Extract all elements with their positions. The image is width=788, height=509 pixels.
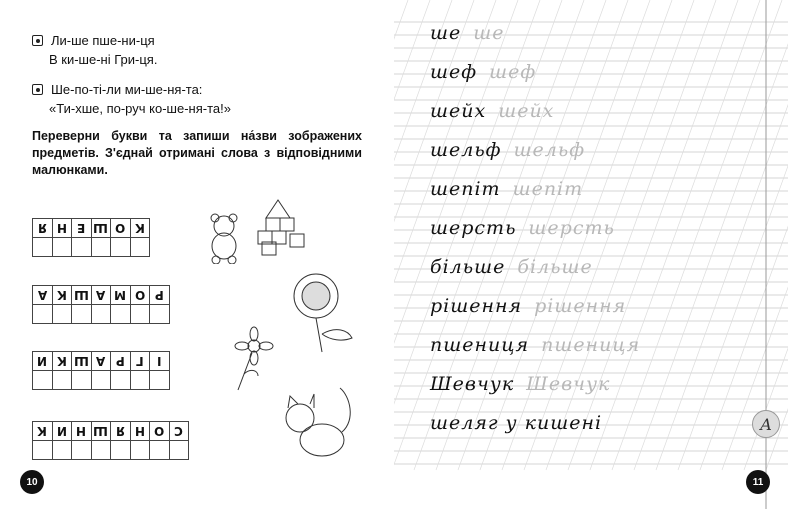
cursive-word: пшениця — [430, 334, 530, 356]
answer-cell[interactable] — [131, 371, 151, 390]
poem-text: Ше-по-ті-ли ми-ше-ня-та: — [51, 82, 203, 97]
upside-down-letter: Н — [56, 221, 67, 235]
upside-down-letter: О — [115, 221, 126, 235]
letter-cell — [150, 422, 170, 441]
answer-cell[interactable] — [131, 305, 151, 324]
upside-down-letter: И — [37, 354, 48, 368]
upside-down-letter: К — [56, 354, 67, 368]
upside-down-letter: К — [134, 221, 145, 235]
cursive-word: шельф — [430, 139, 502, 161]
answer-cell[interactable] — [33, 441, 53, 460]
answer-cell[interactable] — [53, 305, 73, 324]
upside-down-letter: І — [157, 354, 162, 368]
upside-down-letter: Р — [115, 354, 125, 368]
daisy-icon — [230, 326, 278, 392]
cursive-word: рішення — [430, 295, 523, 317]
cursive-word: шерсть — [430, 217, 517, 239]
upside-down-letter: Ш — [73, 354, 89, 368]
upside-down-letter: А — [96, 354, 106, 368]
poem-text: В ки-ше-ні Гри-ця. — [49, 52, 158, 67]
answer-cell[interactable] — [53, 441, 73, 460]
upside-down-letter: А — [96, 288, 106, 302]
answer-cell[interactable] — [53, 238, 73, 257]
answer-cell[interactable] — [92, 305, 112, 324]
poem-text: «Ти-хше, по-руч ко-ше-ня-та!» — [49, 101, 231, 116]
page-number: 10 — [20, 470, 44, 494]
upside-down-letter: И — [56, 424, 67, 438]
cursive-word: шейх — [430, 100, 487, 122]
upside-down-letter: Я — [115, 424, 125, 438]
answer-cell[interactable] — [72, 371, 92, 390]
right-page — [394, 0, 788, 509]
letter-cell — [92, 352, 112, 371]
letter-cell — [131, 286, 151, 305]
poem-line — [32, 33, 155, 48]
cursive-row — [430, 334, 640, 356]
trace-word[interactable]: шейх — [498, 100, 555, 122]
letter-cell — [150, 352, 170, 371]
cursive-word: шеляг у кишені — [430, 412, 603, 434]
cursive-row — [430, 217, 615, 239]
answer-cell[interactable] — [150, 441, 170, 460]
letter-cell — [33, 286, 53, 305]
trace-word[interactable]: ше — [473, 22, 505, 44]
letter-grid-4[interactable] — [32, 421, 189, 460]
upside-down-letter: Я — [37, 221, 47, 235]
cursive-row — [430, 295, 626, 317]
cursive-row — [430, 412, 602, 434]
letter-cell — [111, 286, 131, 305]
letter-cell — [92, 219, 112, 238]
letter-cell — [92, 422, 112, 441]
upside-down-letter: Р — [154, 288, 164, 302]
answer-cell[interactable] — [150, 305, 170, 324]
upside-down-letter: М — [114, 288, 127, 302]
task-instruction: Переверни букви та запиши на́зви зображених предметів. З'єднай отримані слова з відповідними малюнками. — [32, 129, 362, 177]
letter-cell — [131, 352, 151, 371]
answer-cell[interactable] — [111, 238, 131, 257]
answer-cell[interactable] — [92, 238, 112, 257]
cursive-row — [430, 139, 585, 161]
answer-cell[interactable] — [131, 238, 151, 257]
letter-cell — [111, 219, 131, 238]
cursive-row — [430, 256, 593, 278]
letter-cell — [111, 352, 131, 371]
trace-word[interactable]: шепіт — [512, 178, 584, 200]
sunflower-icon — [286, 268, 364, 354]
letter-badge: А — [752, 410, 780, 438]
answer-cell[interactable] — [170, 441, 190, 460]
answer-cell[interactable] — [72, 305, 92, 324]
cursive-word: шепіт — [430, 178, 501, 200]
trace-word[interactable]: шерсть — [528, 217, 615, 239]
letter-cell — [33, 219, 53, 238]
trace-word[interactable]: шеф — [489, 61, 537, 83]
poem-line — [49, 52, 157, 67]
trace-word[interactable]: Шевчук — [526, 373, 611, 395]
upside-down-letter: Ш — [73, 288, 89, 302]
trace-word[interactable]: пшениця — [541, 334, 641, 356]
cursive-row — [430, 178, 583, 200]
letter-cell — [53, 219, 73, 238]
poem-text: Ли-ше пше-ни-ця — [51, 33, 155, 48]
letter-cell — [53, 422, 73, 441]
bullet-icon — [32, 84, 43, 95]
upside-down-letter: К — [56, 288, 67, 302]
answer-cell[interactable] — [150, 371, 170, 390]
upside-down-letter: Ш — [93, 424, 109, 438]
upside-down-letter: О — [134, 288, 145, 302]
toy-blocks-icon — [248, 198, 310, 256]
answer-cell[interactable] — [92, 441, 112, 460]
poem-line — [49, 101, 231, 116]
cursive-word: ше — [430, 22, 462, 44]
upside-down-letter: А — [37, 288, 47, 302]
letter-cell — [92, 286, 112, 305]
letter-cell — [72, 286, 92, 305]
trace-word[interactable]: рішення — [534, 295, 627, 317]
answer-cell[interactable] — [33, 238, 53, 257]
upside-down-letter: С — [174, 424, 184, 438]
cursive-row — [430, 61, 536, 83]
cursive-row — [430, 100, 554, 122]
upside-down-letter: Н — [76, 424, 87, 438]
upside-down-letter: Е — [77, 221, 86, 235]
letter-cell — [150, 286, 170, 305]
answer-cell[interactable] — [33, 371, 53, 390]
letter-cell — [33, 352, 53, 371]
letter-grid-1[interactable] — [32, 218, 150, 257]
letter-cell — [111, 422, 131, 441]
answer-cell[interactable] — [111, 441, 131, 460]
upside-down-letter: Ш — [93, 221, 109, 235]
answer-cell[interactable] — [53, 371, 73, 390]
answer-cell[interactable] — [72, 238, 92, 257]
cursive-word: Шевчук — [430, 373, 515, 395]
cursive-row — [430, 373, 610, 395]
cursive-word: шеф — [430, 61, 478, 83]
letter-grid-2[interactable] — [32, 285, 170, 324]
upside-down-letter: К — [37, 424, 48, 438]
answer-cell[interactable] — [92, 371, 112, 390]
letter-cell — [33, 422, 53, 441]
answer-cell[interactable] — [33, 305, 53, 324]
answer-cell[interactable] — [72, 441, 92, 460]
answer-cell[interactable] — [111, 371, 131, 390]
answer-cell[interactable] — [131, 441, 151, 460]
upside-down-letter: Г — [135, 354, 144, 368]
cursive-word: більше — [430, 256, 506, 278]
page-number: 11 — [746, 470, 770, 494]
cursive-row — [430, 22, 505, 44]
letter-cell — [170, 422, 190, 441]
upside-down-letter: О — [154, 424, 165, 438]
letter-cell — [53, 352, 73, 371]
answer-cell[interactable] — [111, 305, 131, 324]
kitten-icon — [280, 382, 364, 468]
trace-word[interactable]: більше — [517, 256, 593, 278]
letter-cell — [72, 352, 92, 371]
trace-word[interactable]: шельф — [513, 139, 586, 161]
letter-cell — [53, 286, 73, 305]
poem-line — [32, 82, 202, 97]
letter-cell — [72, 219, 92, 238]
letter-cell — [131, 422, 151, 441]
letter-cell — [72, 422, 92, 441]
upside-down-letter: Н — [134, 424, 145, 438]
letter-grid-3[interactable] — [32, 351, 170, 390]
bullet-icon — [32, 35, 43, 46]
letter-cell — [131, 219, 151, 238]
